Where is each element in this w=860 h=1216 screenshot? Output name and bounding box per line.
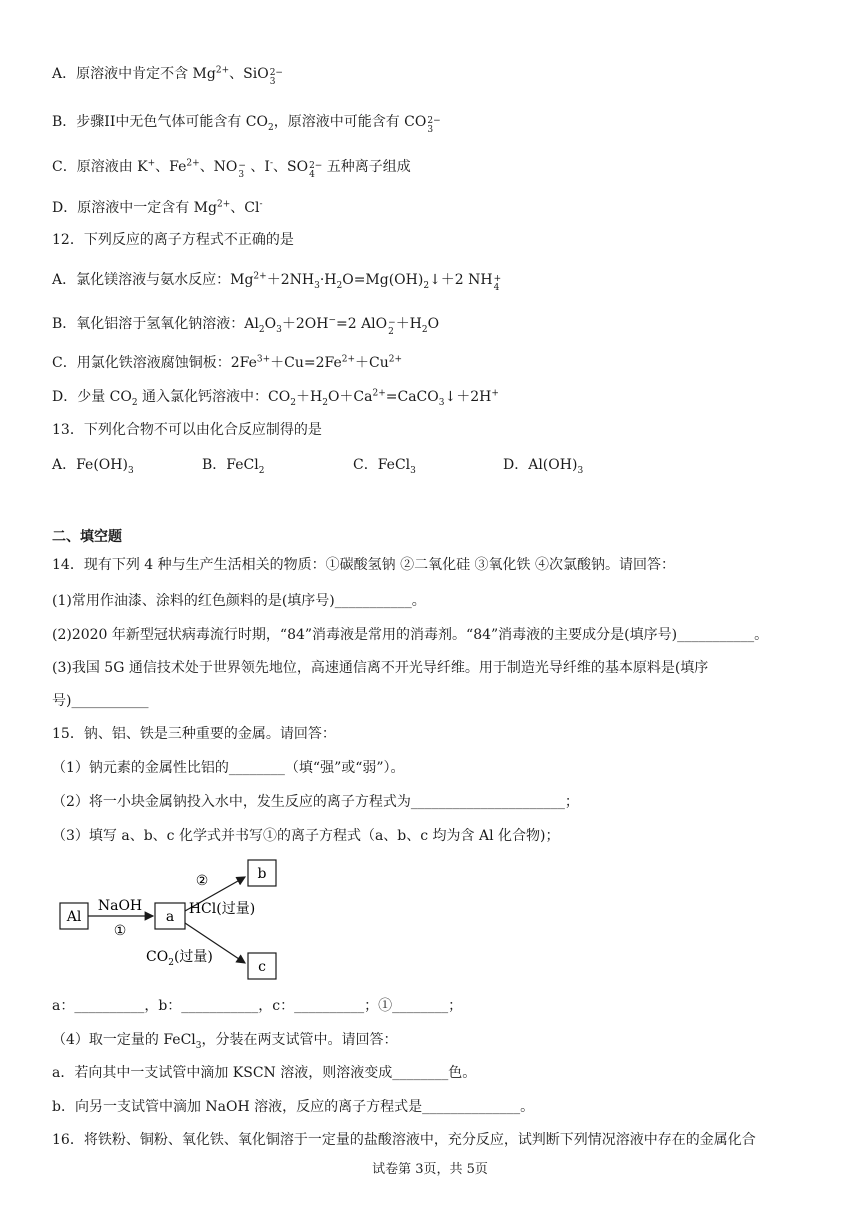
q15-blanks: a：__________，b：___________，c：__________；①________； xyxy=(52,998,463,1014)
q13-option-c: C．FeCl$_3$ xyxy=(353,457,416,476)
q11-option-c: C．原溶液由 K+、$Fe^{2+}$、NO − 3 、I-、SO 2− 4 五种离子组成 xyxy=(52,158,411,180)
q14-part2: (2)2020 年新型冠状病毒流行时期，“84”消毒液是常用的消毒剂。“84”消毒液的主要成分是(填序号)___________。 xyxy=(52,627,769,643)
q15-part4b: b．向另一支试管中滴加 NaOH 溶液，反应的离子方程式是______________。 xyxy=(52,1099,535,1115)
q12-stem: 12．下列反应的离子方程式不正确的是 xyxy=(52,232,294,248)
label-c: c xyxy=(258,959,266,975)
page-footer: 试卷第 3页，共 5页 xyxy=(372,1162,488,1177)
q15-part4: （4）取一定量的 FeCl$_3$，分装在两支试管中。请回答： xyxy=(52,1032,398,1051)
q12-option-a: A．氯化镁溶液与氨水反应：$Mg^{2+}+2NH_3\cdot H_2O=Mg(OH)_2↓+2$ NH + 4 xyxy=(52,271,502,293)
q14-stem: 14．现有下列 4 种与生产生活相关的物质：①碳酸氢钠 ②二氧化硅 ③氧化铁 ④次氯酸钠。请回答： xyxy=(52,557,675,573)
q13-option-a: A．$Fe(OH)_3$ xyxy=(52,457,134,476)
q14-part3a: (3)我国 5G 通信技术处于世界领先地位，高速通信离不开光导纤维。用于制造光导纤维的基本原料是(填序 xyxy=(52,660,709,676)
q13-option-d: D．$Al(OH)_3$ xyxy=(503,457,584,476)
label-b: b xyxy=(257,866,267,882)
q12-option-c: C．用氯化铁溶液腐蚀铜板：$2Fe^{3+}+Cu=2Fe^{2+}+Cu^{2+}$ xyxy=(52,354,403,371)
q16-stem: 16．将铁粉、铜粉、氧化铁、氧化铜溶于一定量的盐酸溶液中，充分反应，试判断下列情况溶液中存在的金属化合 xyxy=(52,1132,756,1148)
label-co2: $CO_2$(过量) xyxy=(146,949,213,968)
q14-part1: (1)常用作油漆、涂料的红色颜料的是(填序号)___________。 xyxy=(52,593,426,609)
q11-option-b: B．步骤II中无色气体可能含有 $CO_2$，原溶液中可能含有 CO 2− 3 xyxy=(52,114,441,135)
q15-stem: 15．钠、铝、铁是三种重要的金属。请回答： xyxy=(52,726,336,742)
reaction-diagram xyxy=(40,855,300,985)
label-a: a xyxy=(165,909,175,925)
q13-option-b: B．FeCl$_2$ xyxy=(202,457,265,476)
section-heading: 二、填空题 xyxy=(52,529,122,545)
q14-part3b: 号)___________ xyxy=(52,693,149,709)
q15-part1: （1）钠元素的金属性比铝的________（填“强”或“弱”）。 xyxy=(52,760,405,776)
label-hcl: HCl(过量) xyxy=(188,901,256,917)
q13-stem: 13．下列化合物不可以由化合反应制得的是 xyxy=(52,422,322,438)
q12-option-d: D．少量 $CO_2$ 通入氯化钙溶液中：$CO_2+H_2O+Ca^{2+}=CaCO_3↓+2H^+$ xyxy=(52,388,499,408)
label-al: Al xyxy=(66,909,82,925)
q15-part2: （2）将一小块金属钠投入水中，发生反应的离子方程式为______________________； xyxy=(52,794,579,810)
label-naoh: NaOH xyxy=(97,898,143,914)
label-step-2: ② xyxy=(195,873,209,889)
q12-option-b: B．氧化铝溶于氢氧化钠溶液：$Al_2O_3+2OH^-=2$ AlO − 2 $+H_2O$ xyxy=(52,315,440,337)
q15-part3: （3）填写 a、b、c 化学式并书写①的离子方程式（a、b、c 均为含 Al 化合物)； xyxy=(52,828,560,844)
q11-option-d: D．原溶液中一定含有 $Mg^{2+}$、Cl- xyxy=(52,199,263,216)
label-step-1: ① xyxy=(113,923,127,939)
q11-option-a: A．原溶液中肯定不含 $Mg^{2+}$、SiO 2− 3 xyxy=(52,65,283,87)
q15-part4a: a．若向其中一支试管中滴加 KSCN 溶液，则溶液变成________色。 xyxy=(52,1065,477,1081)
